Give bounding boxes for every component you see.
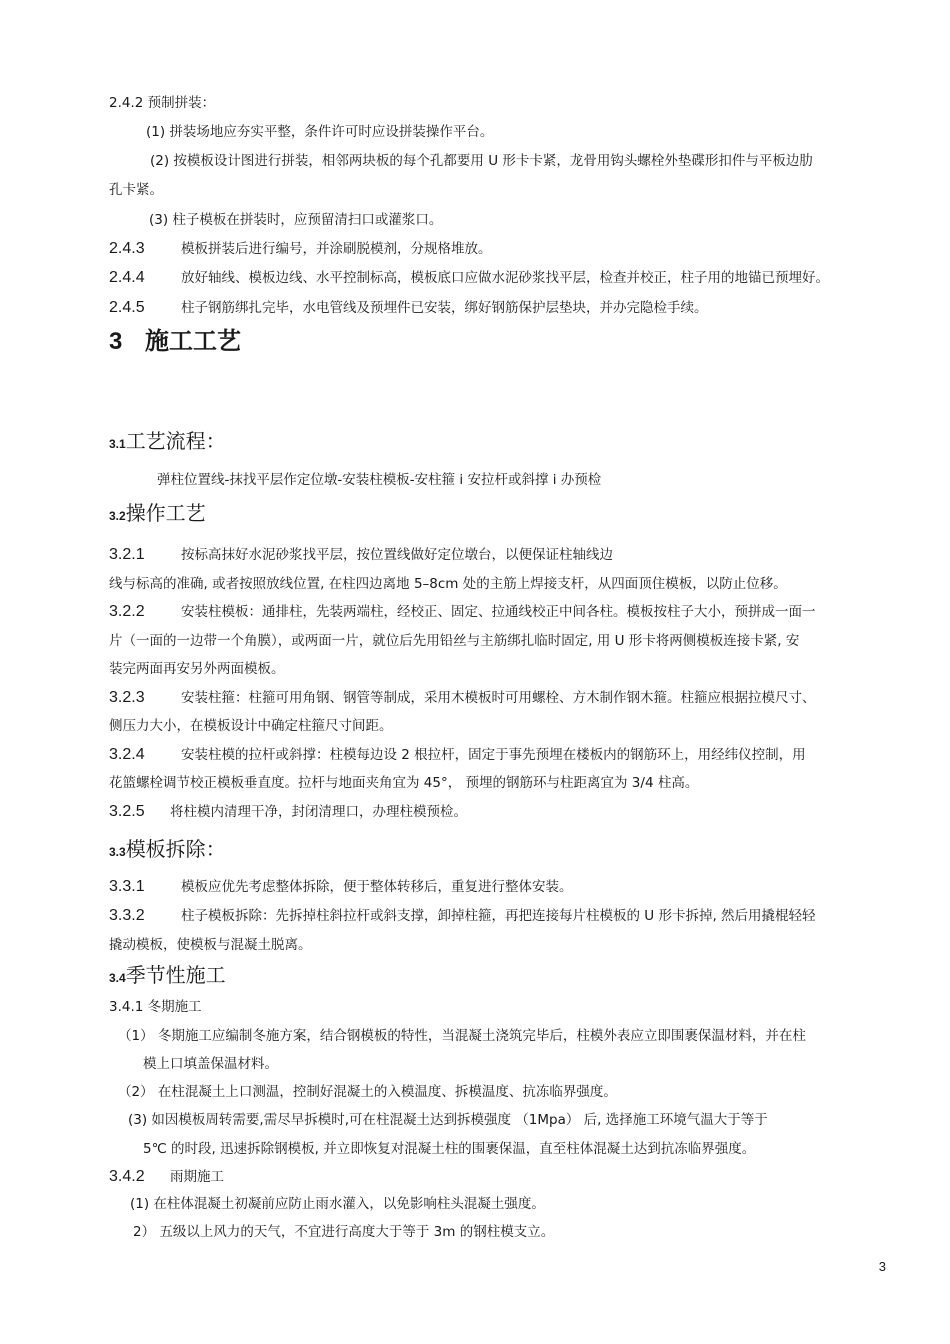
- item-3-4-2-2: 2） 五级以上风力的天气，不宜进行高度大于等于 3m 的钢柱模支立。: [133, 1224, 555, 1240]
- section-heading-3-4: [109, 961, 226, 992]
- para-3-3-2: [109, 906, 816, 926]
- item-2-4-2-2a: (2) 按模板设计图进行拼装，相邻两块板的每个孔都要用 U 形卡卡紧，龙骨用钩头螺栓外垫碟形扣件与平板边肋: [150, 153, 813, 169]
- section-number: 3.1: [109, 437, 126, 451]
- para-number: 3.3.2: [109, 907, 145, 924]
- para-text: 放好轴线、模板边线、水平控制标高，模板底口应做水泥砂浆找平层，检查并校正，柱子用的地锚已预埋好。: [181, 270, 829, 286]
- item-3-4-2-1: (1) 在柱体混凝土初凝前应防止雨水灌入，以免影响柱头混凝土强度。: [130, 1196, 545, 1212]
- para-number: 2.4.5: [109, 299, 145, 316]
- section-number: 3.4: [109, 971, 126, 985]
- section-number: 3.2: [109, 509, 126, 523]
- para-text: 雨期施工: [170, 1169, 224, 1185]
- item-2-4-2-1: (1) 拼装场地应夯实平整，条件许可时应设拼装操作平台。: [146, 124, 494, 140]
- section-number: 3.3: [109, 845, 126, 859]
- para-number: 3.3.1: [109, 878, 145, 895]
- para-text: 安装柱模板：通排柱，先装两端柱，经校正、固定、拉通线校正中间各柱。模板按柱子大小，预拼成一面一: [181, 604, 816, 620]
- item-2-4-2-3: (3) 柱子模板在拼装时，应预留清扫口或灌浆口。: [149, 212, 443, 228]
- section-title: 模板拆除：: [125, 837, 226, 861]
- para-text: 安装柱箍：柱箍可用角钢、钢管等制成，采用木模板时可用螺栓、方木制作钢木箍。柱箍应根据拉模尺寸、: [181, 690, 816, 706]
- para-number: 3.2.3: [109, 689, 145, 706]
- para-3-2-4-cont: 花篮螺栓调节校正模板垂直度。拉杆与地面夹角宜为 45°， 预埋的钢筋环与柱距离宜为 3/4 柱高。: [109, 775, 699, 791]
- para-3-2-3: [109, 688, 816, 708]
- item-3-4-1-1a: （1） 冬期施工应编制冬施方案，结合钢模板的特性，当混凝土浇筑完毕后，柱模外表应立即围裹保温材料，并在柱: [118, 1028, 806, 1044]
- para-3-3-2-cont: 撬动模板，使模板与混凝土脱离。: [109, 937, 312, 953]
- para-2-4-4: [109, 268, 829, 288]
- para-number: 3.4.2: [109, 1168, 145, 1185]
- para-3-3-1: [109, 877, 573, 897]
- para-text: 安装柱模的拉杆或斜撑：柱模每边设 2 根拉杆，固定于事先预埋在楼板内的钢筋环上，用经纬仪控制，用: [181, 747, 806, 763]
- section-title: 操作工艺: [125, 501, 206, 525]
- para-2-4-5: [109, 298, 708, 318]
- section-heading-3-2: [109, 499, 206, 530]
- para-number: 2.4.4: [109, 269, 145, 286]
- para-text: 模板应优先考虑整体拆除，便于整体转移后，重复进行整体安装。: [181, 879, 573, 895]
- heading-2-4-2: 2.4.2 预制拼装：: [109, 95, 216, 111]
- para-number: 3.2.2: [109, 603, 145, 620]
- heading-3-4-2: [109, 1167, 224, 1187]
- para-3-2-2-cont2: 装完两面再安另外两面模板。: [109, 661, 285, 677]
- para-3-2-1-cont: 线与标高的准确, 或者按照放线位置, 在柱四边离地 5–8cm 处的主筋上焊接支杆，从四面顶住模板，以防止位移。: [109, 576, 787, 592]
- item-2-4-2-2b: 孔卡紧。: [109, 182, 163, 198]
- para-3-2-3-cont: 侧压力大小，在模板设计中确定柱箍尺寸间距。: [109, 718, 393, 734]
- para-number: 3.2.4: [109, 746, 145, 763]
- para-3-2-5: [109, 802, 467, 822]
- para-3-2-4: [109, 745, 806, 765]
- para-number: 3.2.5: [109, 803, 145, 820]
- para-text: 柱子钢筋绑扎完毕，水电管线及预埋件已安装，绑好钢筋保护层垫块，并办完隐检手续。: [181, 300, 708, 316]
- para-3-2-2: [109, 602, 816, 622]
- section-heading-3-3: [109, 835, 226, 866]
- para-number: 3.2.1: [109, 546, 145, 563]
- para-3-2-2-cont1: 片（一面的一边带一个角膜），或两面一片，就位后先用铅丝与主筋绑扎临时固定, 用 U 形卡将两侧模板连接卡紧, 安: [109, 633, 800, 649]
- chapter-number: 3: [109, 328, 123, 355]
- section-title: 季节性施工: [125, 963, 226, 987]
- item-3-4-1-3b: 5℃ 的时段, 迅速拆除钢模板, 并立即恢复对混凝土柱的围裹保温，直至柱体混凝土达到抗冻临界强度。: [143, 1141, 756, 1157]
- section-title: 工艺流程：: [125, 429, 226, 453]
- para-3-2-1: [109, 545, 613, 565]
- para-text: 模板拼装后进行编号，并涂刷脱模剂，分规格堆放。: [181, 241, 492, 257]
- para-text: 柱子模板拆除：先拆掉柱斜拉杆或斜支撑，卸掉柱箍，再把连接每片柱模板的 U 形卡拆掉, 然后用撬棍轻轻: [181, 908, 816, 924]
- item-3-4-1-1b: 模上口填盖保温材料。: [143, 1056, 278, 1072]
- heading-3-4-1: 3.4.1 冬期施工: [109, 999, 202, 1015]
- process-flow: 弹柱位置线-抹找平层作定位墩-安装柱模板-安柱箍 i 安拉杆或斜撑 i 办预检: [157, 472, 602, 488]
- para-number: 2.4.3: [109, 240, 145, 257]
- item-3-4-1-3a: (3) 如因模板周转需要,需尽早拆模时,可在柱混凝土达到拆模强度 （1Mpa） 后, 选择施工环境气温大于等于: [128, 1112, 768, 1128]
- para-text: 按标高抹好水泥砂浆找平层，按位置线做好定位墩台，以便保证柱轴线边: [181, 547, 613, 563]
- section-heading-3-1: [109, 427, 226, 458]
- para-2-4-3: [109, 239, 492, 259]
- para-text: 将柱模内清理干净，封闭清理口，办理柱模预检。: [170, 804, 467, 820]
- chapter-heading: [109, 326, 241, 357]
- page-number: 3: [878, 1259, 886, 1274]
- item-3-4-1-2: （2） 在柱混凝土上口测温，控制好混凝土的入模温度、拆模温度、抗冻临界强度。: [118, 1084, 617, 1100]
- chapter-title: 施工工艺: [145, 327, 241, 355]
